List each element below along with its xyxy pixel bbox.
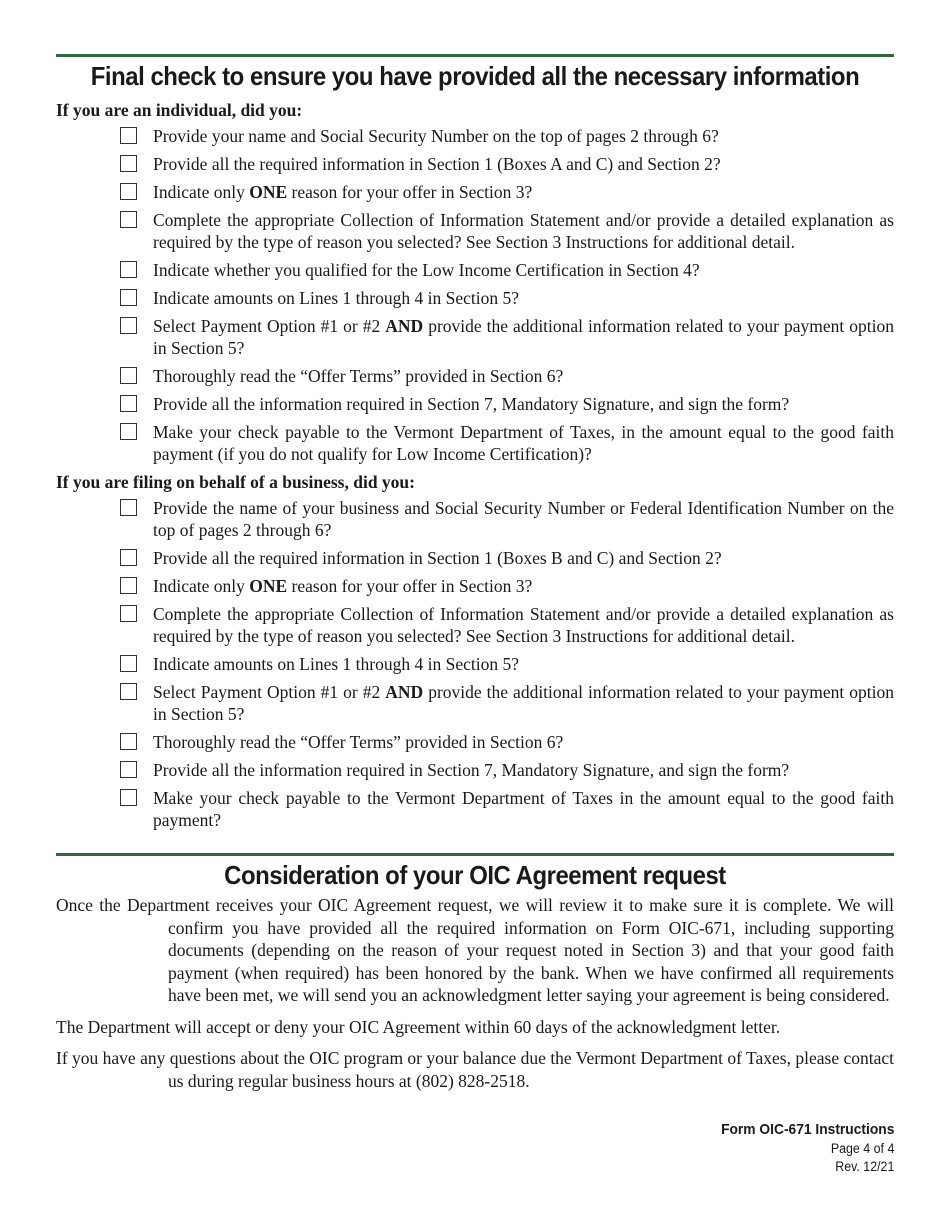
checklist-item	[56, 603, 894, 647]
item-emphasis: AND	[385, 316, 424, 336]
checkbox[interactable]	[120, 761, 137, 778]
business-label: If you are filing on behalf of a business, did you:	[56, 472, 415, 492]
checklist-item-text	[153, 393, 894, 415]
checkbox[interactable]	[120, 155, 137, 172]
checklist-item-text	[153, 681, 894, 725]
item-text-part: Indicate only	[153, 182, 250, 202]
checklist-item	[56, 731, 894, 753]
item-text-part: Indicate only	[153, 576, 250, 596]
checklist-item-text	[153, 209, 894, 253]
item-text-part: Indicate amounts on Lines 1 through 4 in Section 5?	[153, 654, 519, 674]
checkbox[interactable]	[120, 289, 137, 306]
checklist-item	[56, 759, 894, 781]
checklist-item-text	[153, 153, 894, 175]
section-divider	[56, 54, 894, 57]
checklist-item	[56, 181, 894, 203]
item-text-part: Select Payment Option #1 or #2	[153, 682, 386, 702]
checklist-item-text	[153, 759, 894, 781]
checklist-item-text	[153, 259, 894, 281]
checklist-item	[56, 421, 894, 465]
checklist-item	[56, 547, 894, 569]
checklist-item	[56, 787, 894, 831]
checklist-item-text	[153, 603, 894, 647]
checklist-item	[56, 365, 894, 387]
item-emphasis: ONE	[249, 182, 288, 202]
checklist-item	[56, 575, 894, 597]
item-text-part: Thoroughly read the “Offer Terms” provided in Section 6?	[153, 732, 564, 752]
checkbox[interactable]	[120, 127, 137, 144]
item-text-part: provide the additional information related to your payment option in Section 5?	[153, 682, 894, 724]
checkbox[interactable]	[120, 655, 137, 672]
item-emphasis: AND	[385, 682, 424, 702]
section-divider	[56, 853, 894, 856]
page-number: Page 4 of 4	[830, 1141, 894, 1156]
checklist-item	[56, 209, 894, 253]
checklist-item	[56, 259, 894, 281]
item-text-part: Complete the appropriate Collection of Information Statement and/or provide a detailed explanation as required by the type of reason you selected? See Section 3 Instructions for additional detail.	[153, 604, 894, 646]
item-text-part: Make your check payable to the Vermont Department of Taxes in the amount equal to the good faith payment?	[153, 788, 894, 830]
item-text-part: reason for your offer in Section 3?	[287, 576, 533, 596]
checkbox[interactable]	[120, 499, 137, 516]
consideration-paragraph: The Department will accept or deny your OIC Agreement within 60 days of the acknowledgment letter.	[56, 1016, 781, 1037]
checkbox[interactable]	[120, 211, 137, 228]
checklist-item-text	[153, 653, 894, 675]
checkbox[interactable]	[120, 683, 137, 700]
checklist-item-text	[153, 731, 894, 753]
item-text-part: Thoroughly read the “Offer Terms” provided in Section 6?	[153, 366, 564, 386]
revision-date: Rev. 12/21	[834, 1159, 894, 1174]
checkbox[interactable]	[120, 317, 137, 334]
item-text-part: Indicate amounts on Lines 1 through 4 in Section 5?	[153, 288, 519, 308]
checklist-item	[56, 653, 894, 675]
checkbox[interactable]	[120, 261, 137, 278]
item-text-part: Make your check payable to the Vermont Department of Taxes, in the amount equal to the good faith payment (if you do not qualify for Low Income Certification)?	[153, 422, 894, 464]
checklist-item-text	[153, 125, 894, 147]
checkbox[interactable]	[120, 605, 137, 622]
checkbox[interactable]	[120, 423, 137, 440]
checklist-item	[56, 315, 894, 359]
checklist-item-text	[153, 787, 894, 831]
individual-checklist	[56, 125, 894, 465]
item-text-part: Provide all the required information in Section 1 (Boxes A and C) and Section 2?	[153, 154, 721, 174]
final-check-heading: Final check to ensure you have provided all the necessary information	[90, 61, 860, 91]
document-page	[56, 54, 894, 1101]
checkbox[interactable]	[120, 789, 137, 806]
item-text-part: Provide the name of your business and Social Security Number or Federal Identification Number on the top of pages 2 through 6?	[153, 498, 894, 540]
item-text-part: Provide all the information required in Section 7, Mandatory Signature, and sign the form?	[153, 760, 790, 780]
item-text-part: Provide your name and Social Security Number on the top of pages 2 through 6?	[153, 126, 719, 146]
checklist-item	[56, 153, 894, 175]
individual-label: If you are an individual, did you:	[56, 100, 303, 120]
item-text-part: Indicate whether you qualified for the Low Income Certification in Section 4?	[153, 260, 700, 280]
checkbox[interactable]	[120, 577, 137, 594]
checklist-item	[56, 125, 894, 147]
checklist-item	[56, 497, 894, 541]
item-emphasis: ONE	[249, 576, 288, 596]
checklist-item-text	[153, 181, 894, 203]
checklist-item	[56, 287, 894, 309]
item-text-part: Provide all the information required in Section 7, Mandatory Signature, and sign the form?	[153, 394, 790, 414]
checkbox[interactable]	[120, 395, 137, 412]
checkbox[interactable]	[120, 733, 137, 750]
item-text-part: Provide all the required information in Section 1 (Boxes B and C) and Section 2?	[153, 548, 722, 568]
checklist-item	[56, 393, 894, 415]
checkbox[interactable]	[120, 367, 137, 384]
item-text-part: Select Payment Option #1 or #2	[153, 316, 386, 336]
checklist-item-text	[153, 575, 894, 597]
item-text-part: reason for your offer in Section 3?	[287, 182, 533, 202]
checklist-item-text	[153, 315, 894, 359]
page-footer	[706, 1120, 894, 1176]
consideration-heading: Consideration of your OIC Agreement request	[224, 860, 726, 890]
consideration-paragraph: If you have any questions about the OIC program or your balance due the Vermont Department of Taxes, please contact us during regular business hours at (802) 828-2518.	[56, 1048, 894, 1091]
checklist-item-text	[153, 547, 894, 569]
checklist-item-text	[153, 287, 894, 309]
checkbox[interactable]	[120, 549, 137, 566]
item-text-part: Complete the appropriate Collection of Information Statement and/or provide a detailed explanation as required by the type of reason you selected? See Section 3 Instructions for additional detail.	[153, 210, 894, 252]
consideration-paragraph: Once the Department receives your OIC Agreement request, we will review it to make sure it is complete. We will confirm you have provided all the required information on Form OIC-671, including supporting documents (depending on the reason of your request noted in Section 3) and that your good faith payment (when required) has been honored by the bank. When we have confirmed all requirements have been met, we will send you an acknowledgment letter saying your agreement is being considered.	[56, 895, 894, 1005]
checkbox[interactable]	[120, 183, 137, 200]
form-name: Form OIC-671 Instructions	[720, 1121, 894, 1138]
item-text-part: provide the additional information related to your payment option in Section 5?	[153, 316, 894, 358]
business-checklist	[56, 497, 894, 831]
checklist-item-text	[153, 497, 894, 541]
checklist-item-text	[153, 365, 894, 387]
checklist-item-text	[153, 421, 894, 465]
checklist-item	[56, 681, 894, 725]
